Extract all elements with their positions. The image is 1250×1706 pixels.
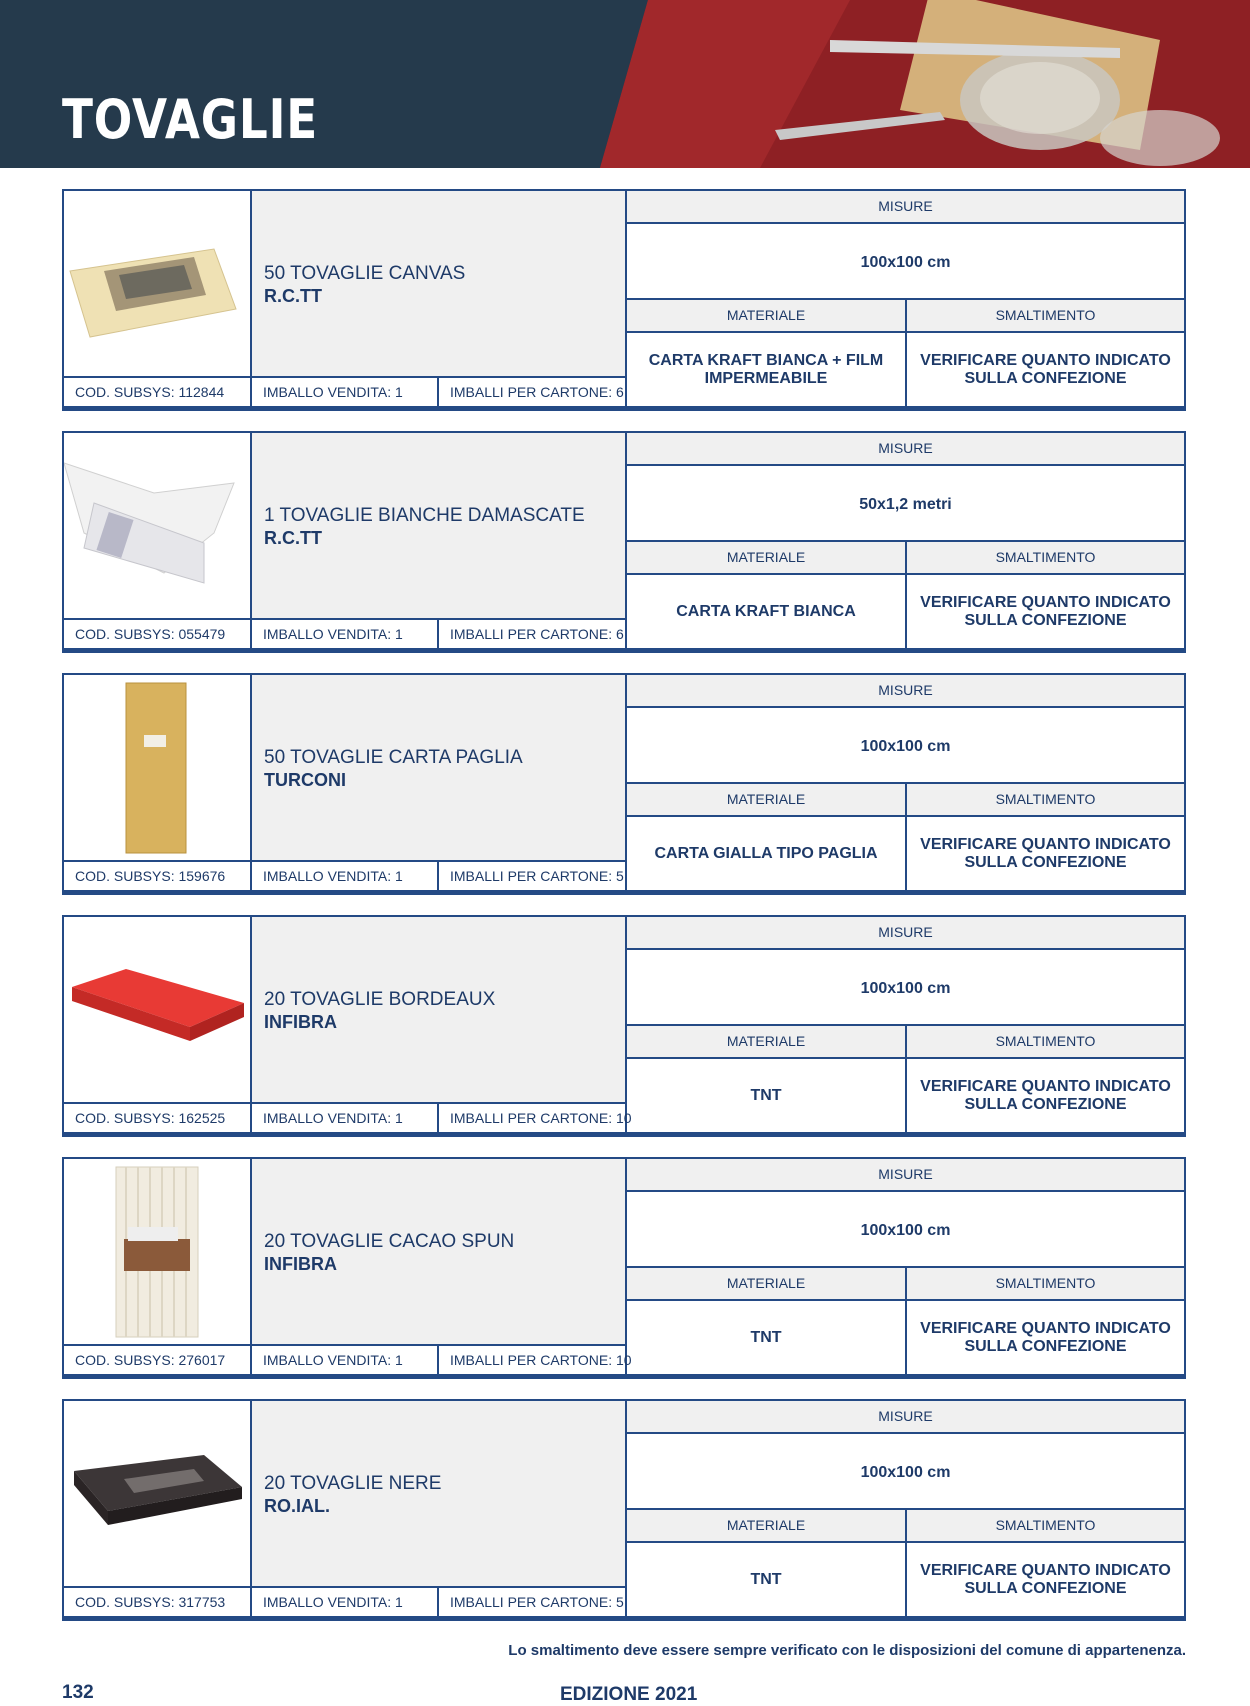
- misure-value: 100x100 cm: [627, 224, 1184, 300]
- misure-value: 100x100 cm: [627, 708, 1184, 784]
- smaltimento-header: SMALTIMENTO: [907, 300, 1184, 333]
- page-header: [0, 0, 1250, 168]
- product-cartone: IMBALLI PER CARTONE: 5: [439, 860, 627, 890]
- product-name-cell: [252, 917, 627, 1102]
- product-name: 20 TOVAGLIE CACAO SPUN: [264, 1231, 515, 1252]
- disposal-note: Lo smaltimento deve essere sempre verificato con le disposizioni del comune di appartenenza.: [508, 1642, 1186, 1659]
- product-cartone: IMBALLI PER CARTONE: 10: [439, 1344, 627, 1374]
- product-name: 50 TOVAGLIE CARTA PAGLIA: [264, 747, 523, 768]
- misure-value: 100x100 cm: [627, 950, 1184, 1026]
- smaltimento-value: VERIFICARE QUANTO INDICATO SULLA CONFEZIONE: [920, 593, 1171, 629]
- product-card: [62, 189, 1186, 411]
- smaltimento-header: SMALTIMENTO: [907, 1510, 1184, 1543]
- misure-header: MISURE: [627, 433, 1184, 466]
- materiale-header: MATERIALE: [627, 1026, 907, 1059]
- materiale-value: TNT: [627, 1059, 907, 1132]
- product-name: 20 TOVAGLIE NERE: [264, 1473, 442, 1494]
- product-card: [62, 673, 1186, 895]
- materiale-value: CARTA KRAFT BIANCA + FILM IMPERMEABILE: [627, 333, 907, 406]
- smaltimento-header: SMALTIMENTO: [907, 1268, 1184, 1301]
- product-brand: R.C.TT: [264, 286, 322, 306]
- product-card: [62, 431, 1186, 653]
- product-imballo: IMBALLO VENDITA: 1: [252, 1586, 439, 1616]
- misure-value: 100x100 cm: [627, 1434, 1184, 1510]
- product-image: [64, 1159, 252, 1344]
- smaltimento-header: SMALTIMENTO: [907, 784, 1184, 817]
- materiale-value: CARTA KRAFT BIANCA: [627, 575, 907, 648]
- header-photo: [600, 0, 1250, 168]
- smaltimento-header: SMALTIMENTO: [907, 542, 1184, 575]
- product-image: [64, 917, 252, 1102]
- product-code: COD. SUBSYS: 159676: [64, 860, 252, 890]
- misure-value: 100x100 cm: [627, 1192, 1184, 1268]
- product-brand: R.C.TT: [264, 528, 322, 548]
- product-code: COD. SUBSYS: 162525: [64, 1102, 252, 1132]
- product-code: COD. SUBSYS: 055479: [64, 618, 252, 648]
- smaltimento-value: VERIFICARE QUANTO INDICATO SULLA CONFEZIONE: [920, 1561, 1171, 1597]
- materiale-header: MATERIALE: [627, 784, 907, 817]
- product-brand: TURCONI: [264, 770, 346, 790]
- product-code: COD. SUBSYS: 276017: [64, 1344, 252, 1374]
- product-cartone: IMBALLI PER CARTONE: 6: [439, 618, 627, 648]
- smaltimento-header: SMALTIMENTO: [907, 1026, 1184, 1059]
- product-cartone: IMBALLI PER CARTONE: 6: [439, 376, 627, 406]
- product-name-cell: [252, 1159, 627, 1344]
- product-name-cell: [252, 191, 627, 376]
- misure-header: MISURE: [627, 675, 1184, 708]
- smaltimento-value: VERIFICARE QUANTO INDICATO SULLA CONFEZIONE: [920, 351, 1171, 387]
- product-cartone: IMBALLI PER CARTONE: 10: [439, 1102, 627, 1132]
- product-cartone: IMBALLI PER CARTONE: 5: [439, 1586, 627, 1616]
- product-card: [62, 915, 1186, 1137]
- product-brand: INFIBRA: [264, 1012, 337, 1032]
- materiale-header: MATERIALE: [627, 1510, 907, 1543]
- misure-value: 50x1,2 metri: [627, 466, 1184, 542]
- product-name: 20 TOVAGLIE BORDEAUX: [264, 989, 496, 1010]
- product-brand: RO.IAL.: [264, 1496, 330, 1516]
- product-imballo: IMBALLO VENDITA: 1: [252, 618, 439, 648]
- product-image: [64, 191, 252, 376]
- materiale-value: TNT: [627, 1543, 907, 1616]
- materiale-value: TNT: [627, 1301, 907, 1374]
- smaltimento-value: VERIFICARE QUANTO INDICATO SULLA CONFEZIONE: [920, 1319, 1171, 1355]
- misure-header: MISURE: [627, 917, 1184, 950]
- product-image: [64, 433, 252, 618]
- materiale-header: MATERIALE: [627, 1268, 907, 1301]
- page-number: 132: [62, 1682, 94, 1703]
- product-imballo: IMBALLO VENDITA: 1: [252, 860, 439, 890]
- smaltimento-value: VERIFICARE QUANTO INDICATO SULLA CONFEZIONE: [920, 835, 1171, 871]
- product-name-cell: [252, 1401, 627, 1586]
- product-card: [62, 1399, 1186, 1621]
- materiale-header: MATERIALE: [627, 300, 907, 333]
- misure-header: MISURE: [627, 191, 1184, 224]
- misure-header: MISURE: [627, 1159, 1184, 1192]
- product-imballo: IMBALLO VENDITA: 1: [252, 376, 439, 406]
- product-code: COD. SUBSYS: 317753: [64, 1586, 252, 1616]
- materiale-header: MATERIALE: [627, 542, 907, 575]
- product-imballo: IMBALLO VENDITA: 1: [252, 1102, 439, 1132]
- product-card: [62, 1157, 1186, 1379]
- materiale-value: CARTA GIALLA TIPO PAGLIA: [627, 817, 907, 890]
- product-image: [64, 1401, 252, 1586]
- product-brand: INFIBRA: [264, 1254, 337, 1274]
- edition-label: EDIZIONE 2021: [560, 1684, 698, 1705]
- product-imballo: IMBALLO VENDITA: 1: [252, 1344, 439, 1374]
- page-title: TOVAGLIE: [62, 88, 319, 151]
- product-code: COD. SUBSYS: 112844: [64, 376, 252, 406]
- misure-header: MISURE: [627, 1401, 1184, 1434]
- product-name-cell: [252, 675, 627, 860]
- product-name: 50 TOVAGLIE CANVAS: [264, 263, 466, 284]
- product-name-cell: [252, 433, 627, 618]
- product-image: [64, 675, 252, 860]
- smaltimento-value: VERIFICARE QUANTO INDICATO SULLA CONFEZIONE: [920, 1077, 1171, 1113]
- product-name: 1 TOVAGLIE BIANCHE DAMASCATE: [264, 505, 585, 526]
